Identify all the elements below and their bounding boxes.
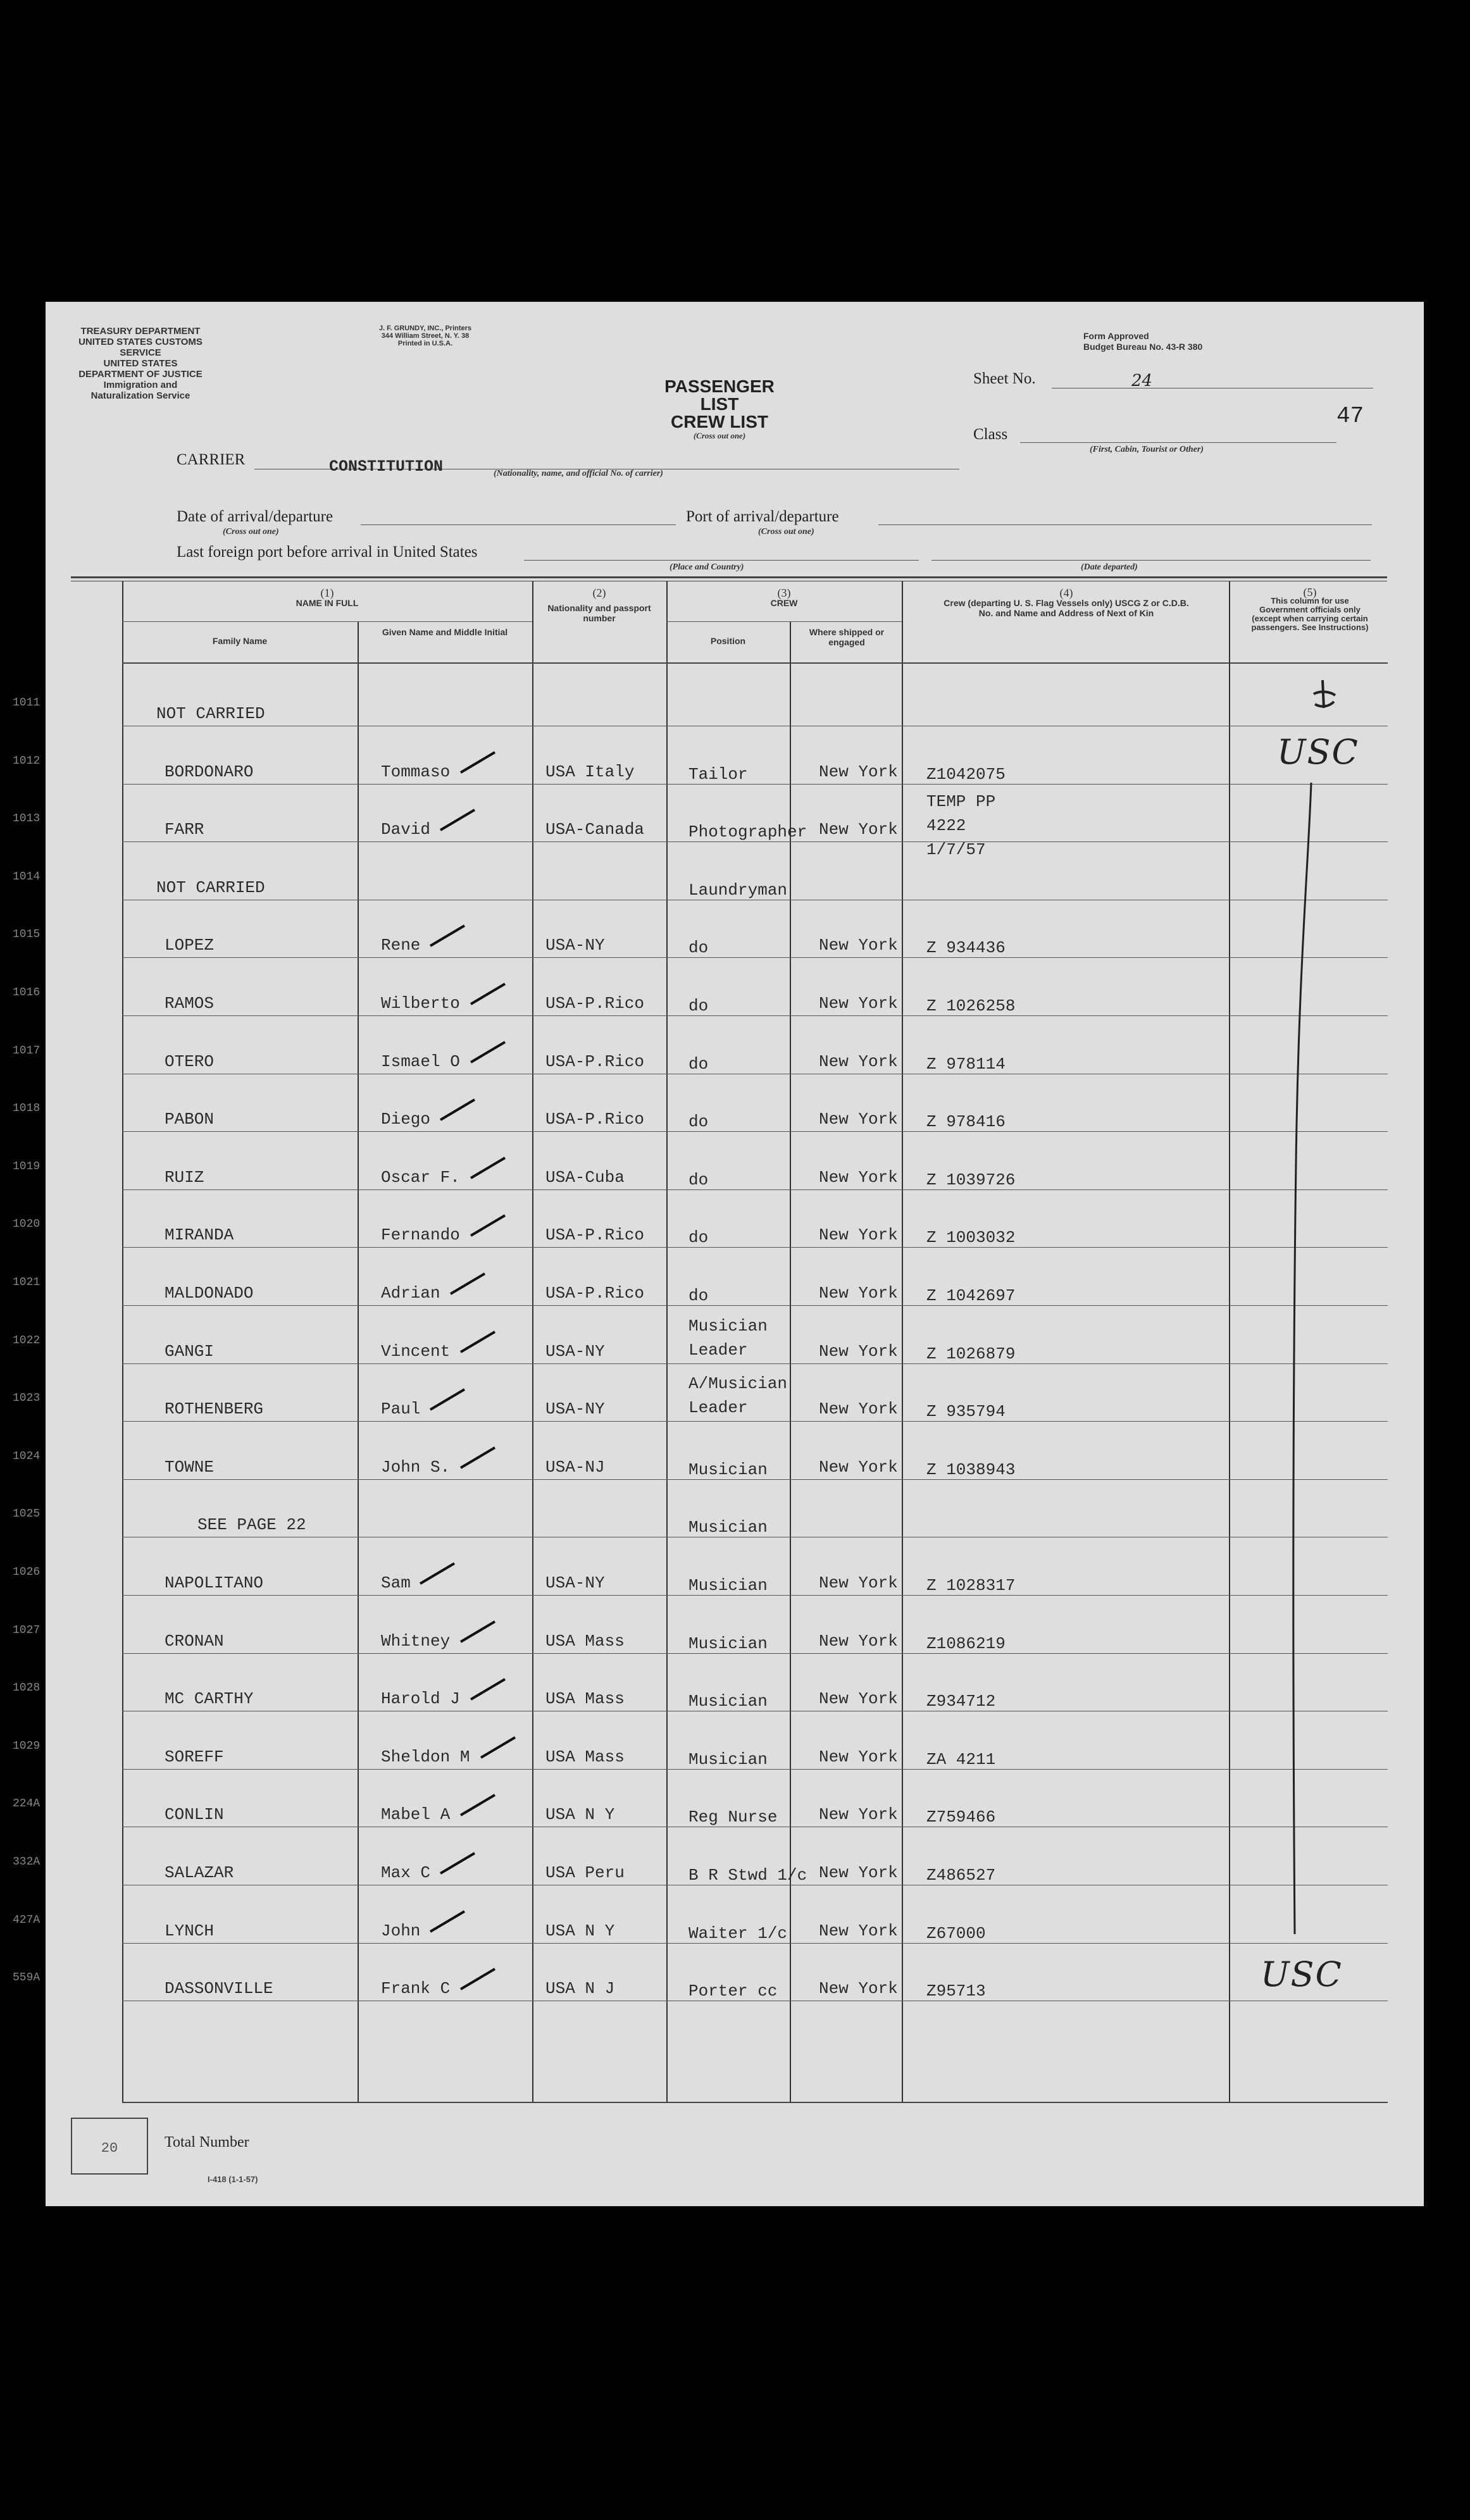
cross-out-note: (Cross out one) [693,431,746,440]
header-subrule-1 [122,621,532,622]
col4-title: Crew (departing U. S. Flag Vessels only) USCG Z or C.D.B. No. and Name and Address of Next of Kin [944,598,1189,618]
given-name-cell: David [381,820,431,839]
position-cell: Musician [688,1460,768,1479]
col-divider-3-4 [902,581,903,2102]
given-name-cell: Tommaso [381,762,451,781]
usc-mark-top: USC [1277,732,1359,772]
family-name-cell: CONLIN [165,1805,224,1824]
table-bottom-rule [122,2102,1388,2103]
col-divider-2-3 [666,581,668,2102]
family-name-cell: PABON [165,1110,215,1129]
crew-number-cell: Z 1026879 [926,1344,1016,1363]
given-name-cell: Vincent [381,1342,451,1361]
position-cell: do [688,1055,709,1074]
row-rule [122,1363,1388,1364]
check-mark-icon [458,1620,497,1643]
form-number: I-418 (1-1-57) [208,2175,258,2184]
crew-list-title: CREW LIST [671,412,768,431]
given-name-cell: Adrian [381,1284,440,1303]
position-cell: Porter cc [688,1982,778,2001]
approval-line: Form Approved [1083,331,1149,341]
given-name-cell: Fernando [381,1226,460,1244]
position-cell: A/Musician Leader [688,1374,788,1417]
date-departed-underline [931,560,1371,561]
given-name-cell: Whitney [381,1632,451,1651]
position-cell: Laundryman [688,881,788,900]
class-underline [1020,442,1336,443]
position-cell: do [688,1228,709,1247]
given-name-cell: Harold J [381,1689,460,1708]
family-name-cell: MALDONADO [165,1284,254,1303]
position-cell: do [688,996,709,1015]
header-subrule-3 [666,621,902,622]
shipped-cell: New York [819,1573,898,1592]
agency-line: UNITED STATES CUSTOMS SERVICE [78,337,202,358]
given-name-cell: Max C [381,1863,431,1882]
check-mark-icon [468,1157,508,1179]
line-number: 332A [13,1856,40,1868]
row-rule [122,1189,1388,1190]
check-mark-icon [458,1331,497,1353]
check-mark-icon [468,1678,508,1701]
line-number: 1026 [13,1566,40,1579]
given-name-cell: John [381,1921,421,1940]
line-number: 1023 [13,1392,40,1405]
given-name-cell: Ismael O [381,1052,460,1071]
family-name-cell: RUIZ [165,1168,204,1187]
position-cell: Musician [688,1750,768,1769]
crew-number-cell: Z486527 [926,1866,996,1885]
family-name-cell: LOPEZ [165,936,215,955]
position-cell: Waiter 1/c [688,1924,788,1943]
agency-line: TREASURY DEPARTMENT [80,326,201,337]
position-cell: Musician [688,1576,768,1595]
shipped-cell: New York [819,1168,898,1187]
printer-line: Printed in U.S.A. [397,340,453,347]
family-name-cell: NOT CARRIED [156,704,265,723]
approval-line: Budget Bureau No. 43-R 380 [1083,342,1203,352]
port-underline [878,524,1372,525]
last-port-underline [524,560,919,561]
nationality-cell: USA-NY [545,1573,605,1592]
printer-line: 344 William Street, N. Y. 38 [381,332,470,340]
check-mark-icon [438,1098,477,1121]
total-number-box [71,2118,148,2175]
check-mark-icon [458,1446,497,1469]
col1-title: NAME IN FULL [296,598,359,608]
nationality-cell: USA-Cuba [545,1168,625,1187]
family-name-cell: BORDONARO [165,762,254,781]
printer-block [368,325,482,347]
last-port-label: Last foreign port before arrival in United States [177,543,478,561]
row-rule [122,1421,1388,1422]
line-number: 1011 [13,697,40,709]
crew-number-cell: Z 1026258 [926,996,1016,1015]
crew-number-cell: Z67000 [926,1924,986,1943]
line-number: 1012 [13,755,40,767]
position-cell: Musician [688,1634,768,1653]
sheet-label: Sheet No. [973,370,1036,387]
position-cell: do [688,938,709,957]
family-name-cell: FARR [165,820,204,839]
given-name-cell: Frank C [381,1979,451,1998]
family-name-cell: LYNCH [165,1921,215,1940]
given-name-cell: Mabel A [381,1805,451,1824]
col5-number: (5) [1303,586,1317,599]
row-rule [122,1305,1388,1306]
check-mark-icon [468,1041,508,1064]
check-mark-icon [438,809,477,831]
sheet-number: 24 [1131,371,1153,390]
given-name-header: Given Name and Middle Initial [382,627,508,637]
col1-header [122,588,532,608]
agency-line: Immigration and Naturalization Service [90,380,190,401]
check-mark-icon [428,1910,467,1933]
shipped-cell: New York [819,1400,898,1418]
line-number: 224A [13,1797,40,1810]
printer-line: J. F. GRUNDY, INC., Printers [378,325,472,332]
family-name-cell: CRONAN [165,1632,224,1651]
family-name-cell: SOREFF [165,1747,224,1766]
shipped-cell: New York [819,1052,898,1071]
col3-number: (3) [777,587,791,599]
line-number: 1015 [13,928,40,941]
line-number: 427A [13,1914,40,1927]
crew-number-cell: Z1042075 [926,765,1006,784]
check-mark-icon [458,1794,497,1816]
nationality-cell: USA Mass [545,1632,625,1651]
nationality-cell: USA-NY [545,1342,605,1361]
crew-number-cell: Z 1038943 [926,1460,1016,1479]
passenger-list-title: PASSENGER LIST [664,376,775,414]
shipped-cell: New York [819,1689,898,1708]
list-title [647,378,792,441]
place-note: (Place and Country) [670,562,744,572]
col2-number: (2) [592,587,606,599]
check-mark-icon [448,1272,487,1295]
family-name-cell: DASSONVILLE [165,1979,273,1998]
family-name-cell: GANGI [165,1342,215,1361]
given-name-cell: John S. [381,1458,451,1477]
shipped-cell: New York [819,1632,898,1651]
check-mark-icon [428,1388,467,1411]
check-mark-icon [468,983,508,1005]
check-mark-icon [478,1736,518,1759]
line-number: 1016 [13,986,40,999]
col3-header [666,588,902,608]
line-number: 1019 [13,1160,40,1173]
given-name-cell: Rene [381,936,421,955]
nationality-cell: USA N J [545,1979,615,1998]
shipped-header: Where shipped or engaged [809,627,885,647]
crew-number-cell: Z 934436 [926,938,1006,957]
line-number: 1020 [13,1218,40,1231]
date-note: (Cross out one) [223,527,279,537]
family-name-cell: MIRANDA [165,1226,234,1244]
carrier-value: CONSTITUTION [329,457,444,476]
date-departed-note: (Date departed) [1081,562,1138,572]
crew-number-cell: Z 1003032 [926,1228,1016,1247]
crew-number-cell: Z 978114 [926,1055,1006,1074]
nationality-cell: USA-NY [545,936,605,955]
date-label: Date of arrival/departure [177,508,333,525]
family-name-cell: ROTHENBERG [165,1400,264,1418]
position-cell: Musician Leader [688,1317,768,1360]
shipped-cell: New York [819,1979,898,1998]
line-number: 1029 [13,1740,40,1753]
class-note: (First, Cabin, Tourist or Other) [1090,445,1204,454]
shipped-cell: New York [819,936,898,955]
col-divider-4-5 [1229,581,1230,2102]
line-number: 1025 [13,1508,40,1520]
shipped-cell: New York [819,994,898,1013]
bracket-line [1286,783,1324,1959]
usc-mark-bottom: USC [1261,1954,1343,1994]
line-number: 1021 [13,1276,40,1289]
row-rule [122,784,1388,785]
col1-number: (1) [320,587,334,599]
nationality-cell: USA-P.Rico [545,994,645,1013]
nationality-cell: USA N Y [545,1805,615,1824]
family-name-cell: MC CARTHY [165,1689,254,1708]
nationality-cell: USA-P.Rico [545,1052,645,1071]
document-sheet [13,302,1424,2206]
given-name-cell: Paul [381,1400,421,1418]
row-rule [122,1131,1388,1132]
nationality-cell: USA-NY [545,1400,605,1418]
crew-number-cell: Z 1042697 [926,1286,1016,1305]
check-mark-icon [428,924,467,947]
crew-number-cell: Z934712 [926,1692,996,1711]
nationality-cell: USA-P.Rico [545,1110,645,1129]
shipped-cell: New York [819,1921,898,1940]
nationality-cell: USA Mass [545,1689,625,1708]
given-name-cell: Oscar F. [381,1168,460,1187]
given-name-cell: Wilberto [381,994,460,1013]
shipped-cell: New York [819,1110,898,1129]
position-cell: do [688,1112,709,1131]
position-cell: Tailor [688,765,748,784]
shipped-cell: New York [819,1863,898,1882]
row-rule [122,1015,1388,1016]
col2-title: Nationality and passport number [547,603,651,623]
crew-number-cell: Z 1028317 [926,1576,1016,1595]
shipped-cell: New York [819,1458,898,1477]
nationality-cell: USA Mass [545,1747,625,1766]
position-cell: Musician [688,1518,768,1537]
line-number: 1024 [13,1450,40,1463]
check-mark-icon [468,1214,508,1237]
official-initial-mark [1305,675,1343,713]
line-number: 1018 [13,1102,40,1115]
line-number: 1028 [13,1682,40,1694]
table-top-rule [71,576,1387,578]
shipped-cell: New York [819,762,898,781]
nationality-cell: USA-P.Rico [545,1226,645,1244]
crew-number-cell: TEMP PP 4222 1/7/57 [926,792,996,859]
page-number: 47 [1336,403,1364,429]
family-name-cell: TOWNE [165,1458,215,1477]
position-cell: Photographer [688,822,807,841]
nationality-cell: USA Italy [545,762,635,781]
check-mark-icon [458,1968,497,1990]
col-divider-1-2 [532,581,533,2102]
line-number: 1013 [13,812,40,825]
nationality-cell: USA-P.Rico [545,1284,645,1303]
check-mark-icon [418,1562,457,1585]
nationality-cell: USA-NJ [545,1458,605,1477]
crew-number-cell: Z1086219 [926,1634,1006,1653]
given-name-cell: Sam [381,1573,411,1592]
carrier-note: (Nationality, name, and official No. of carrier) [494,469,663,478]
given-name-cell: Diego [381,1110,431,1129]
crew-number-cell: Z95713 [926,1982,986,2001]
col4-header [914,588,1218,618]
line-number: 1027 [13,1624,40,1637]
shipped-cell: New York [819,1805,898,1824]
position-cell: Musician [688,1692,768,1711]
row-rule [122,957,1388,958]
nationality-cell: USA-Canada [545,820,645,839]
agency-block [71,326,210,401]
col5-title: This column for use Government officials only (except when carrying certain passengers. See Instructions) [1251,596,1369,632]
crew-number-cell: Z 1039726 [926,1170,1016,1189]
carrier-label: CARRIER [177,451,246,468]
table-left-border [122,581,123,2102]
position-cell: B R Stwd 1/c [688,1866,807,1885]
port-note: (Cross out one) [758,527,814,537]
shipped-cell: New York [819,1342,898,1361]
class-label: Class [973,426,1008,443]
line-number: 1022 [13,1334,40,1347]
nationality-cell: USA N Y [545,1921,615,1940]
shipped-cell: New York [819,820,898,839]
crew-number-cell: Z759466 [926,1808,996,1827]
row-rule [122,1247,1388,1248]
agency-line: UNITED STATES DEPARTMENT OF JUSTICE [78,358,202,380]
shipped-cell: New York [819,1747,898,1766]
given-name-cell: Sheldon M [381,1747,470,1766]
check-mark-icon [438,1852,477,1875]
col-divider-family-given [358,621,359,2102]
total-number-label: Total Number [165,2134,249,2151]
col5-header [1235,588,1385,632]
total-number-value: 20 [101,2140,118,2156]
family-name-cell: SALAZAR [165,1863,234,1882]
shipped-cell: New York [819,1284,898,1303]
line-number: 1014 [13,871,40,883]
header-bottom-rule [122,662,1388,664]
crew-number-cell: Z 978416 [926,1112,1006,1131]
check-mark-icon [458,751,497,774]
position-cell: do [688,1170,709,1189]
family-name-cell: NAPOLITANO [165,1573,264,1592]
family-name-cell: SEE PAGE 22 [197,1515,306,1534]
family-name-cell: NOT CARRIED [156,878,265,897]
date-underline [361,524,676,525]
family-name-cell: RAMOS [165,994,215,1013]
line-number: 559A [13,1971,40,1984]
nationality-cell: USA Peru [545,1863,625,1882]
family-name-header: Family Name [212,636,268,646]
position-header: Position [710,636,746,646]
crew-number-cell: ZA 4211 [926,1750,996,1769]
position-cell: Reg Nurse [688,1808,778,1827]
col4-number: (4) [1059,587,1073,599]
col3-title: CREW [770,598,798,608]
approval-block [1083,331,1216,352]
crew-number-cell: Z 935794 [926,1402,1006,1421]
line-number: 1017 [13,1045,40,1057]
position-cell: do [688,1286,709,1305]
shipped-cell: New York [819,1226,898,1244]
col2-header [542,588,656,623]
family-name-cell: OTERO [165,1052,215,1071]
port-label: Port of arrival/departure [686,508,839,525]
